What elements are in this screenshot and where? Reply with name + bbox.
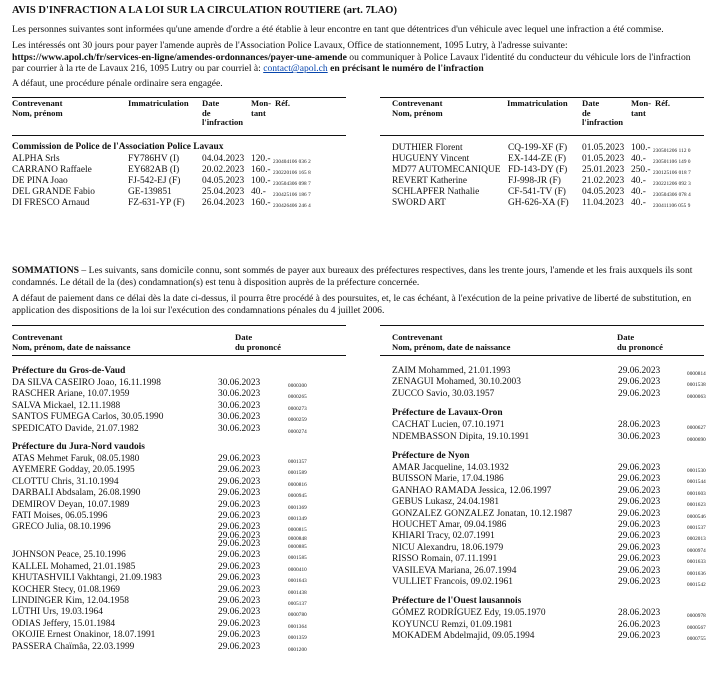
som-right-top-rule [380, 325, 704, 326]
infraction-row [12, 165, 346, 176]
case-reference: 0000816 [288, 481, 307, 488]
pronounced-date: 29.06.2023 [218, 476, 261, 487]
person-name-birthdate: ZUCCO Savio, 30.03.1957 [392, 388, 495, 399]
case-reference: 0001544 [687, 479, 706, 486]
sommations-table-left [12, 330, 346, 686]
infraction-date: 25.01.2023 [582, 164, 625, 175]
person-name-birthdate: VASILEVA Mariana, 26.07.1994 [392, 565, 517, 576]
case-reference: 0000410 [288, 566, 307, 573]
case-reference: 0001636 [687, 570, 706, 577]
sommation-row [12, 539, 346, 550]
reference-number: 230504306 098 7 [273, 180, 311, 187]
sommation-row [12, 596, 346, 607]
person-name-birthdate: LÜTHI Urs, 19.03.1964 [12, 607, 103, 618]
pronounced-date: 29.06.2023 [218, 584, 261, 595]
plate-number: FZ-631-YP (F) [128, 197, 185, 208]
col-header-plate: Immatriculation [128, 98, 189, 108]
offender-name: SCHLAPFER Nathalie [392, 186, 480, 197]
pronounced-date: 29.06.2023 [218, 607, 261, 618]
infraction-row [392, 143, 706, 154]
fine-amount: 100.- [251, 175, 271, 186]
pronounced-date: 30.06.2023 [618, 431, 661, 442]
sommation-row [392, 543, 706, 554]
reference-number: 230504306 078 4 [653, 191, 691, 198]
prefecture-heading: Préfecture de l'Ouest lausannois [392, 596, 522, 607]
infraction-date: 01.05.2023 [582, 143, 625, 153]
infraction-row [12, 176, 346, 187]
case-reference: 0000546 [687, 513, 706, 520]
pronounced-date: 29.06.2023 [218, 596, 261, 606]
person-name-birthdate: GANHAO RAMADA Jessica, 12.06.1997 [392, 485, 552, 496]
infraction-date: 25.04.2023 [202, 186, 245, 197]
reference-number: 230221206 092 3 [653, 180, 691, 187]
fine-amount: 160.- [251, 197, 271, 208]
case-reference: 0001200 [288, 646, 307, 653]
infraction-date: 04.05.2023 [202, 175, 245, 186]
avis-paragraph-2 [12, 40, 706, 75]
sommation-row [12, 465, 346, 476]
sommation-row [12, 500, 346, 511]
case-reference: 0000300 [288, 383, 307, 389]
person-name-birthdate: OKOJIE Ernest Onakinor, 18.07.1991 [12, 630, 156, 641]
case-reference: 0001623 [687, 502, 706, 509]
sommation-row [12, 619, 346, 630]
fine-amount: 120.- [251, 154, 271, 164]
infraction-date: 26.04.2023 [202, 197, 245, 208]
case-reference: 0000780 [288, 612, 307, 619]
fine-amount: 100.- [631, 143, 651, 153]
case-reference: 0001530 [687, 468, 706, 474]
person-name-birthdate: SANTOS FUMEGA Carlos, 30.05.1990 [12, 412, 164, 423]
infraction-table-left [12, 99, 346, 219]
case-reference: 0001349 [288, 516, 307, 522]
infraction-row [392, 198, 706, 209]
pronounced-date: 29.06.2023 [618, 366, 661, 376]
sommation-row [392, 520, 706, 531]
som-left-top-rule [12, 325, 346, 326]
sommation-row [392, 620, 706, 631]
fine-amount: 40.- [631, 175, 646, 186]
case-reference: 0005137 [288, 601, 307, 607]
person-name-birthdate: AMAR Jacqueline, 14.03.1932 [392, 463, 509, 473]
sommation-row [12, 424, 346, 435]
person-name-birthdate: KOCHER Stecy, 01.08.1969 [12, 584, 120, 595]
fine-amount: 160.- [251, 164, 271, 175]
pronounced-date: 29.06.2023 [218, 539, 261, 549]
pronounced-date: 29.06.2023 [618, 463, 661, 473]
case-reference: 0001369 [288, 504, 307, 511]
pronounced-date: 29.06.2023 [618, 508, 661, 519]
pronounced-date: 30.06.2023 [218, 423, 261, 434]
offender-name: MD77 AUTOMECANIQUE [392, 164, 501, 175]
sommation-row [12, 389, 346, 400]
section-commission-police: Commission de Police de l'Association Police Lavaux [12, 142, 224, 152]
case-reference: 0000848 [288, 535, 307, 542]
col-header-date: Date de l'infraction [202, 98, 244, 128]
plate-number: EY682AB (I) [128, 164, 180, 175]
case-reference: 0001357 [288, 459, 307, 465]
pronounced-date: 29.06.2023 [618, 631, 661, 642]
infraction-date: 01.05.2023 [582, 153, 625, 164]
sommation-row [392, 577, 706, 588]
person-name-birthdate: ZAIM Mohammed, 21.01.1993 [392, 366, 511, 376]
avis-paragraph-1: Les personnes suivantes sont informées qu'une amende d'ordre a été établie à leur encontre en tant que détentrices d'un véhicule avec lequel une infraction a été commise. [12, 24, 664, 35]
case-reference: 0001438 [288, 589, 307, 596]
plate-number: CF-541-TV (F) [508, 186, 566, 197]
offender-name: DUTHIER Florent [392, 143, 463, 153]
case-reference: 0000627 [687, 425, 706, 432]
sommation-row [12, 511, 346, 522]
sommation-row [392, 389, 706, 400]
prefecture-heading: Préfecture de Lavaux-Oron [392, 408, 503, 419]
sommation-row [12, 573, 346, 584]
reference-number: 230220106 165 8 [273, 169, 311, 176]
pronounced-date: 29.06.2023 [218, 465, 261, 476]
case-reference: 0000978 [687, 613, 706, 620]
pronounced-date: 29.06.2023 [218, 561, 261, 572]
pronounced-date: 29.06.2023 [218, 641, 261, 652]
person-name-birthdate: CLOTTU Chris, 31.10.1994 [12, 476, 119, 487]
fine-amount: 40.- [251, 186, 266, 197]
person-name-birthdate: RASCHER Ariane, 10.07.1959 [12, 389, 130, 400]
sommation-row [12, 550, 346, 561]
pronounced-date: 30.06.2023 [218, 400, 261, 411]
case-reference: 0001585 [288, 555, 307, 562]
pronounced-date: 29.06.2023 [218, 550, 261, 561]
case-reference: 0000567 [687, 624, 706, 631]
infraction-row [12, 198, 346, 209]
fine-amount: 40.- [631, 153, 646, 164]
offender-name: CARRANO Raffaele [12, 164, 92, 175]
pronounced-date: 29.06.2023 [218, 499, 261, 510]
sommation-row [392, 420, 706, 431]
sommation-row [392, 531, 706, 542]
col-header-amount-right: Mon- tant [631, 98, 652, 118]
plate-number: FJ-998-JR (F) [508, 175, 561, 186]
pronounced-date: 29.06.2023 [618, 520, 661, 530]
pronounced-date: 28.06.2023 [618, 420, 661, 431]
sommation-row [392, 432, 706, 443]
case-reference: 0000274 [288, 428, 307, 435]
person-name-birthdate: GEBUS Lukasz, 24.04.1981 [392, 497, 500, 508]
case-reference: 0001633 [687, 559, 706, 566]
avis-p2-end: en précisant le numéro de l'infraction [327, 63, 484, 75]
pronounced-date: 29.06.2023 [618, 531, 661, 542]
sommation-row [392, 554, 706, 565]
infraction-row [392, 165, 706, 176]
person-name-birthdate: RISSO Romain, 07.11.1991 [392, 554, 498, 565]
col-header-amount: Mon- tant [251, 98, 272, 118]
pronounced-date: 29.06.2023 [618, 565, 661, 576]
fine-amount: 40.- [631, 197, 646, 208]
sommations-paragraph-1: SOMMATIONS – Les suivants, sans domicile connu, sont sommés de payer aux bureaux des préfectures respectives, dans les trente jours, l'amende et les frais auxquels ils sont condamnés. Le détail de la (des) condamnation(s) est tenu à disposition auprès de la préfecture concernée. [12, 265, 693, 288]
sommations-heading: SOMMATIONS [12, 265, 79, 276]
sommation-row [392, 497, 706, 508]
case-reference: 0000945 [288, 493, 307, 500]
pronounced-date: 29.06.2023 [218, 488, 261, 499]
case-reference: 0000063 [687, 393, 706, 400]
pronounced-date: 29.06.2023 [218, 530, 261, 541]
pronounced-date: 29.06.2023 [218, 522, 261, 533]
prefecture-heading: Préfecture de Nyon [392, 451, 470, 461]
infraction-table-right [392, 99, 706, 219]
offender-name: REVERT Katherine [392, 175, 468, 186]
col-header-plate-right: Immatriculation [507, 98, 568, 108]
person-name-birthdate: BUISSON Marie, 17.04.1986 [392, 474, 504, 485]
case-reference: 0000815 [288, 527, 307, 534]
pronounced-date: 29.06.2023 [618, 485, 661, 496]
person-name-birthdate: NDEMBASSON Dipita, 19.10.1991 [392, 431, 530, 442]
sommation-row [12, 585, 346, 596]
sommation-row [392, 377, 706, 388]
col-header-name: Contrevenant Nom, prénom [12, 98, 63, 118]
pronounced-date: 29.06.2023 [618, 577, 661, 587]
person-name-birthdate: ZENAGUI Mohamed, 30.10.2003 [392, 377, 521, 388]
reference-number: 230426406 246 4 [273, 202, 311, 209]
person-name-birthdate: ATAS Mehmet Faruk, 08.05.1980 [12, 454, 140, 464]
avis-p2-mid: ou communiquer à Police Lavaux l'identité du conducteur du véhicule lors de l'infraction [346, 51, 691, 63]
sommation-row [392, 366, 706, 377]
person-name-birthdate: CACHAT Lucien, 07.10.1971 [392, 420, 505, 431]
prefecture-heading: Préfecture du Jura-Nord vaudois [12, 442, 145, 452]
pronounced-date: 29.06.2023 [218, 630, 261, 641]
reference-number: 230501106 149 0 [653, 158, 691, 165]
avis-p2-mail: par courrier à la rte de Lavaux 216, 1095 Lutry ou par courriel à: [12, 63, 264, 75]
avis-paragraph-3: A défaut, une procédure pénale ordinaire sera engagée. [12, 78, 223, 89]
case-reference: 0001589 [288, 470, 307, 477]
case-reference: 0002013 [687, 536, 706, 543]
case-reference: 0000755 [687, 636, 706, 643]
person-name-birthdate: HOUCHET Amar, 09.04.1986 [392, 520, 507, 530]
plate-number: FJ-542-EJ (F) [128, 175, 181, 186]
pronounced-date: 30.06.2023 [218, 378, 261, 388]
sommations-paragraph-2: A défaut de paiement dans ce délai dès la date ci-dessus, il pourra être procédé à des poursuites, et, le cas échéant, à l'exécution de la peine privative de liberté de substitution, en application des dispositions de la loi sur l'exécution des condamnations pénales du 4 juillet 2006. [12, 293, 692, 316]
sommation-row [392, 608, 706, 619]
pronounced-date: 29.06.2023 [218, 618, 261, 629]
sommation-row [392, 509, 706, 520]
offender-name: ALPHA Srls [12, 154, 60, 164]
offender-name: HUGUENY Vincent [392, 153, 470, 164]
case-reference: 0001542 [687, 582, 706, 588]
pronounced-date: 29.06.2023 [218, 511, 261, 521]
payment-url: https://www.apol.ch/fr/services-en-ligne/amendes-ordonnances/payer-une-amende [12, 51, 347, 63]
sommation-row [12, 477, 346, 488]
infraction-row [392, 176, 706, 187]
sommation-row [392, 474, 706, 485]
sommation-row [12, 642, 346, 653]
person-name-birthdate: DEMIROV Deyan, 10.07.1989 [12, 499, 130, 510]
sommation-row [392, 463, 706, 474]
person-name-birthdate: LINDINGER Kim, 12.04.1958 [12, 596, 129, 606]
som-col-header-name-right: Contrevenant Nom, prénom, date de naissance [392, 332, 511, 352]
case-reference: 0001537 [687, 525, 706, 531]
pronounced-date: 30.06.2023 [218, 389, 261, 400]
offender-name: DI FRESCO Arnaud [12, 197, 90, 208]
reference-number: 230125106 018 7 [653, 169, 691, 176]
som-col-header-name: Contrevenant Nom, prénom, date de naissance [12, 332, 131, 352]
person-name-birthdate: DA SILVA CASEIRO Joao, 16.11.1998 [12, 378, 161, 388]
col-header-ref-right: Réf. [655, 98, 671, 108]
col-header-ref: Réf. [275, 98, 291, 108]
avis-title: AVIS D'INFRACTION A LA LOI SUR LA CIRCULATION ROUTIERE (art. 7LAO) [12, 5, 397, 16]
person-name-birthdate: VULLIET Francois, 09.02.1961 [392, 577, 513, 587]
sommation-row [12, 630, 346, 641]
case-reference: 0001359 [288, 635, 307, 642]
case-reference: 0001643 [288, 578, 307, 585]
sommation-row [12, 562, 346, 573]
offender-name: DEL GRANDE Fabio [12, 186, 95, 197]
person-name-birthdate: KOYUNCU Remzi, 01.09.1981 [392, 619, 513, 630]
infraction-row [12, 154, 346, 165]
person-name-birthdate: MOKADEM Abdelmajid, 09.05.1994 [392, 631, 535, 642]
case-reference: 0000690 [687, 436, 706, 443]
person-name-birthdate: PASSERA Chaïmâa, 22.03.1999 [12, 641, 135, 652]
pronounced-date: 29.06.2023 [618, 377, 661, 388]
reference-number: 230404106 036 2 [273, 159, 311, 165]
pronounced-date: 29.06.2023 [218, 573, 261, 584]
pronounced-date: 29.06.2023 [218, 454, 261, 464]
sommation-row [12, 401, 346, 412]
person-name-birthdate: ODIAS Jeffery, 15.01.1984 [12, 618, 116, 629]
prefecture-heading: Préfecture du Gros-de-Vaud [12, 366, 126, 376]
sommation-row [392, 566, 706, 577]
infraction-row [392, 187, 706, 198]
person-name-birthdate: SALVA Mickael, 12.11.1988 [12, 400, 121, 411]
som-col-header-date-right: Date du prononcé [617, 332, 663, 352]
infraction-date: 04.04.2023 [202, 154, 245, 164]
person-name-birthdate: NICU Alexandru, 18.06.1979 [392, 542, 504, 553]
plate-number: FY786HV (I) [128, 154, 180, 164]
plate-number: EX-144-ZE (F) [508, 153, 567, 164]
avis-p2-intro: Les intéressés ont 30 jours pour payer l'amende auprès de l'Association Police Lavaux, Office de stationnement, 1095 Lutry, à l'adresse suivante: [12, 40, 568, 51]
pronounced-date: 29.06.2023 [618, 542, 661, 553]
offender-name: SWORD ART [392, 197, 446, 208]
person-name-birthdate: KALLEL Mohamed, 21.01.1985 [12, 561, 136, 572]
plate-number: GE-139851 [128, 186, 172, 197]
sommation-row [12, 378, 346, 389]
person-name-birthdate: FATI Moises, 06.05.1996 [12, 511, 108, 521]
case-reference: 0000273 [288, 405, 307, 412]
case-reference: 0000814 [687, 371, 706, 377]
fine-amount: 250.- [631, 164, 651, 175]
infraction-date: 20.02.2023 [202, 164, 245, 175]
sommation-row [12, 412, 346, 423]
case-reference: 0001538 [687, 382, 706, 389]
pronounced-date: 30.06.2023 [218, 412, 261, 423]
pronounced-date: 29.06.2023 [618, 388, 661, 399]
infraction-row [392, 154, 706, 165]
infraction-date: 04.05.2023 [582, 186, 625, 197]
sommations-table-right [392, 330, 706, 686]
pronounced-date: 28.06.2023 [618, 608, 661, 619]
person-name-birthdate: AYEMERE Godday, 20.05.1995 [12, 465, 135, 476]
contact-email-link[interactable]: contact@apol.ch [263, 63, 328, 75]
case-reference: 0001603 [687, 490, 706, 497]
sommation-row [12, 607, 346, 618]
person-name-birthdate: GÓMEZ RODRÍGUEZ Edy, 19.05.1970 [392, 608, 546, 619]
person-name-birthdate: GRECO Julia, 08.10.1996 [12, 522, 111, 533]
person-name-birthdate: KHUTASHVILI Vakhtangi, 21.09.1983 [12, 573, 162, 584]
case-reference: 0000885 [288, 544, 307, 550]
infraction-date: 21.02.2023 [582, 175, 625, 186]
reference-number: 230501206 112 0 [653, 148, 691, 154]
col-header-date-right: Date de l'infraction [582, 98, 624, 128]
sommation-row [392, 486, 706, 497]
som-col-header-date: Date du prononcé [235, 332, 281, 352]
person-name-birthdate: GONZALEZ GONZALEZ Jonatan, 10.12.1987 [392, 508, 573, 519]
case-reference: 0000974 [687, 547, 706, 554]
pronounced-date: 26.06.2023 [618, 619, 661, 630]
fine-amount: 40.- [631, 186, 646, 197]
sommation-row [12, 488, 346, 499]
pronounced-date: 29.06.2023 [618, 474, 661, 485]
sommation-row [392, 631, 706, 642]
infraction-date: 11.04.2023 [582, 197, 624, 208]
infraction-row [12, 187, 346, 198]
reference-number: 230425106 186 7 [273, 191, 311, 198]
case-reference: 0001364 [288, 623, 307, 630]
case-reference: 0000265 [288, 394, 307, 401]
person-name-birthdate: KHIARI Tracy, 02.07.1991 [392, 531, 495, 542]
col-header-name-right: Contrevenant Nom, prénom [392, 98, 443, 118]
pronounced-date: 29.06.2023 [618, 497, 661, 508]
plate-number: CQ-199-XF (F) [508, 143, 568, 153]
plate-number: FD-143-DY (F) [508, 164, 568, 175]
pronounced-date: 29.06.2023 [618, 554, 661, 565]
sommation-row [12, 454, 346, 465]
case-reference: 0000259 [288, 417, 307, 424]
offender-name: DE PINA Joao [12, 175, 68, 186]
person-name-birthdate: JOHNSON Peace, 25.10.1996 [12, 550, 126, 561]
person-name-birthdate: SPEDICATO Davide, 21.07.1982 [12, 423, 139, 434]
person-name-birthdate: DARBALI Abdsalam, 26.08.1990 [12, 488, 141, 499]
plate-number: GH-626-XA (F) [508, 197, 569, 208]
reference-number: 230411106 055 9 [653, 202, 691, 209]
